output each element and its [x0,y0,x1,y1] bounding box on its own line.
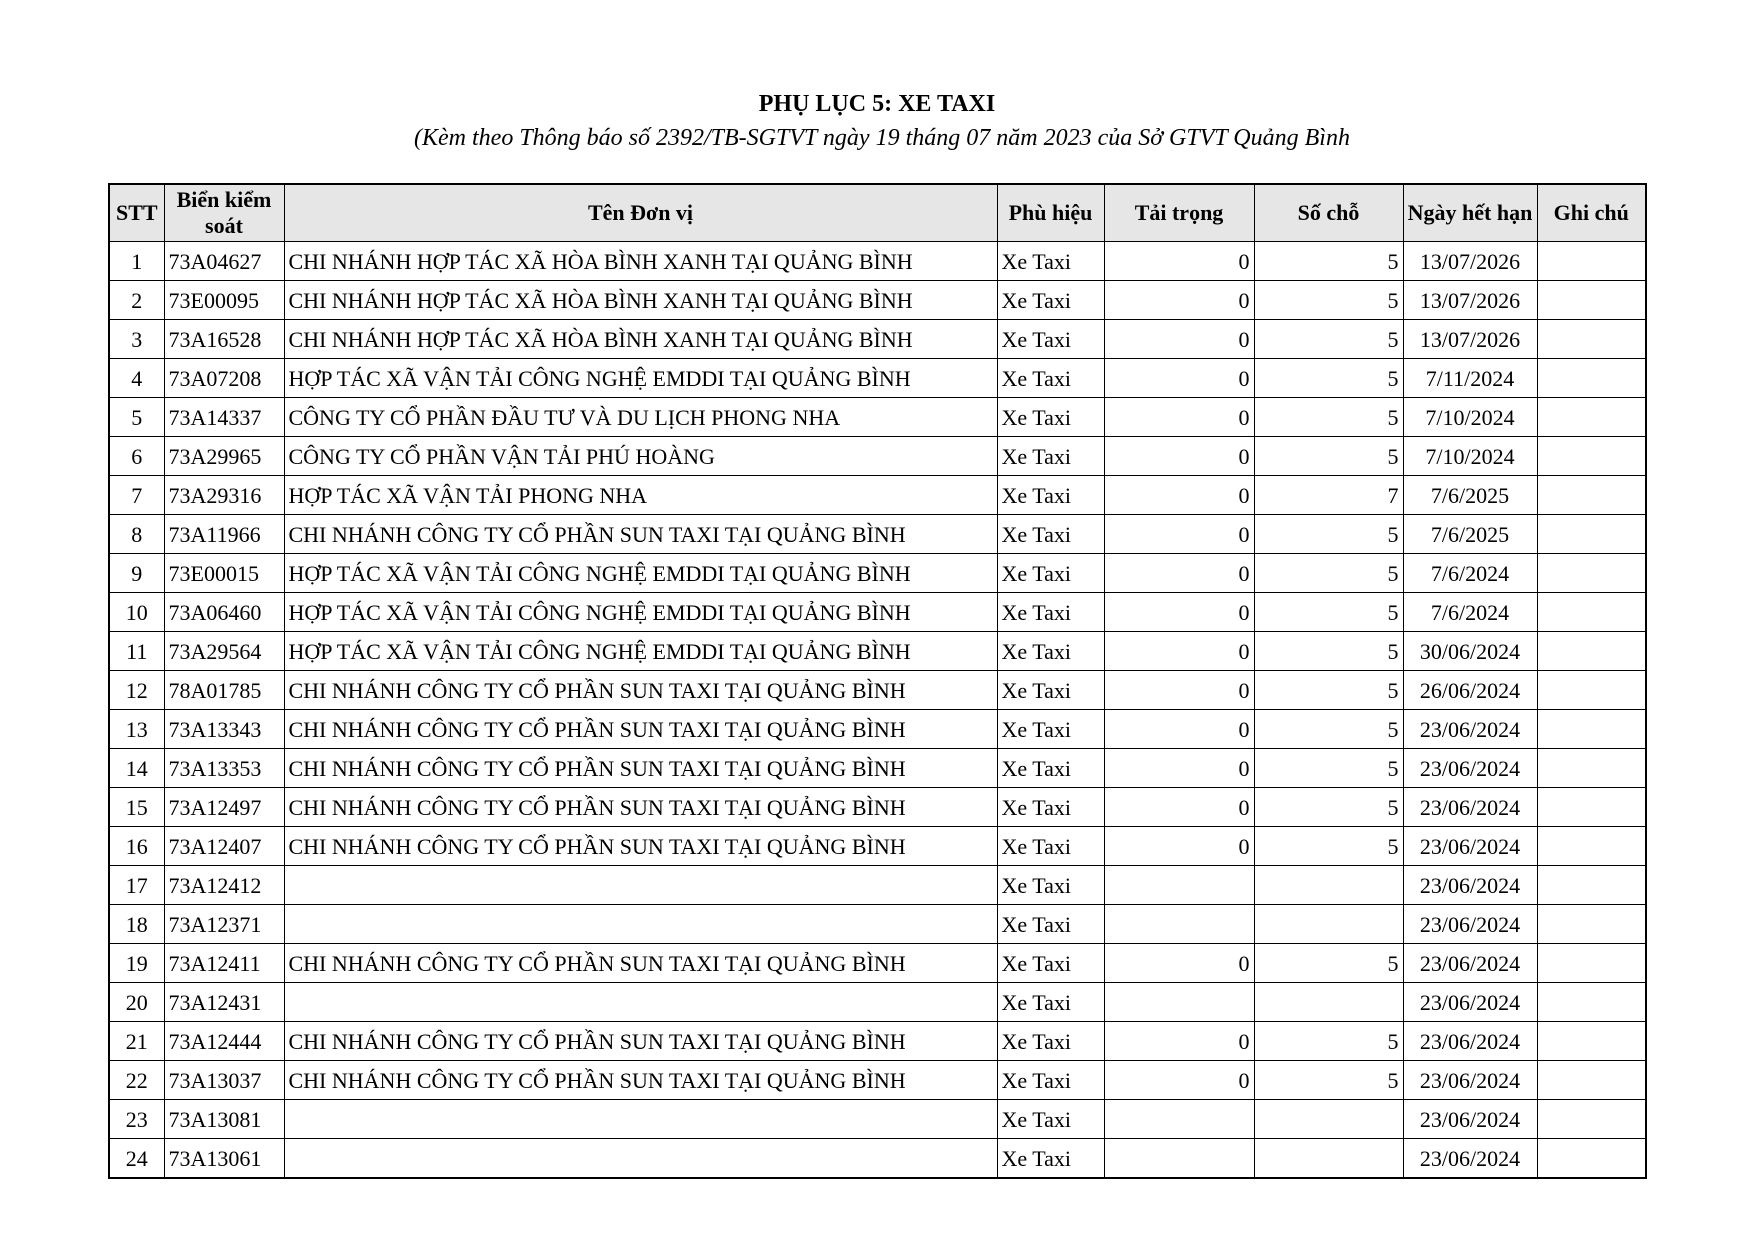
cell-load [1104,1139,1254,1179]
table-row [109,983,1646,1022]
cell-unit: CHI NHÁNH HỢP TÁC XÃ HÒA BÌNH XANH TẠI QUẢNG BÌNH [284,320,997,359]
cell-badge: Xe Taxi [997,1139,1104,1179]
cell-seats: 5 [1254,554,1403,593]
cell-load: 0 [1104,944,1254,983]
cell-seats [1254,905,1403,944]
cell-badge: Xe Taxi [997,671,1104,710]
cell-expiry: 7/6/2024 [1403,554,1537,593]
table-row [109,827,1646,866]
cell-stt: 10 [109,593,164,632]
cell-stt: 9 [109,554,164,593]
cell-unit: CHI NHÁNH CÔNG TY CỔ PHẦN SUN TAXI TẠI QUẢNG BÌNH [284,788,997,827]
cell-stt: 1 [109,242,164,281]
cell-badge: Xe Taxi [997,281,1104,320]
cell-expiry: 23/06/2024 [1403,1100,1537,1139]
cell-badge: Xe Taxi [997,827,1104,866]
table-row [109,476,1646,515]
cell-unit: HỢP TÁC XÃ VẬN TẢI CÔNG NGHỆ EMDDI TẠI QUẢNG BÌNH [284,554,997,593]
table-row [109,1022,1646,1061]
cell-seats [1254,983,1403,1022]
cell-expiry: 7/6/2025 [1403,515,1537,554]
cell-unit [284,905,997,944]
cell-unit: CHI NHÁNH HỢP TÁC XÃ HÒA BÌNH XANH TẠI QUẢNG BÌNH [284,242,997,281]
cell-unit [284,1139,997,1179]
cell-expiry: 7/11/2024 [1403,359,1537,398]
cell-plate: 73A14337 [164,398,284,437]
table-row [109,1139,1646,1179]
cell-expiry: 26/06/2024 [1403,671,1537,710]
cell-unit: HỢP TÁC XÃ VẬN TẢI CÔNG NGHỆ EMDDI TẠI QUẢNG BÌNH [284,359,997,398]
cell-plate: 73A29564 [164,632,284,671]
cell-plate: 73A12412 [164,866,284,905]
cell-load: 0 [1104,632,1254,671]
cell-badge: Xe Taxi [997,320,1104,359]
cell-badge: Xe Taxi [997,437,1104,476]
cell-unit: HỢP TÁC XÃ VẬN TẢI CÔNG NGHỆ EMDDI TẠI QUẢNG BÌNH [284,632,997,671]
cell-note [1537,866,1646,905]
table-row [109,632,1646,671]
cell-badge: Xe Taxi [997,515,1104,554]
cell-seats: 5 [1254,671,1403,710]
cell-load: 0 [1104,1022,1254,1061]
cell-note [1537,593,1646,632]
cell-stt: 15 [109,788,164,827]
cell-stt: 2 [109,281,164,320]
cell-load [1104,905,1254,944]
header-plate: Biển kiểm soát [164,184,284,242]
cell-unit: CHI NHÁNH CÔNG TY CỔ PHẦN SUN TAXI TẠI QUẢNG BÌNH [284,1022,997,1061]
cell-stt: 14 [109,749,164,788]
cell-stt: 4 [109,359,164,398]
cell-stt: 21 [109,1022,164,1061]
cell-stt: 6 [109,437,164,476]
cell-stt: 24 [109,1139,164,1179]
cell-note [1537,632,1646,671]
header-row [109,184,1646,242]
cell-expiry: 23/06/2024 [1403,1061,1537,1100]
cell-badge: Xe Taxi [997,1022,1104,1061]
cell-stt: 19 [109,944,164,983]
cell-seats: 5 [1254,788,1403,827]
cell-badge: Xe Taxi [997,398,1104,437]
cell-seats [1254,1139,1403,1179]
cell-plate: 73E00095 [164,281,284,320]
cell-badge: Xe Taxi [997,710,1104,749]
cell-plate: 73A13343 [164,710,284,749]
cell-seats: 5 [1254,398,1403,437]
cell-note [1537,749,1646,788]
cell-expiry: 23/06/2024 [1403,827,1537,866]
cell-expiry: 30/06/2024 [1403,632,1537,671]
table-row [109,905,1646,944]
table-row [109,749,1646,788]
table-row [109,515,1646,554]
table-row [109,944,1646,983]
cell-load [1104,1100,1254,1139]
cell-load: 0 [1104,242,1254,281]
cell-load: 0 [1104,710,1254,749]
cell-unit: CHI NHÁNH HỢP TÁC XÃ HÒA BÌNH XANH TẠI QUẢNG BÌNH [284,281,997,320]
cell-plate: 73A12411 [164,944,284,983]
cell-unit: HỢP TÁC XÃ VẬN TẢI PHONG NHA [284,476,997,515]
cell-seats: 5 [1254,515,1403,554]
table-row [109,593,1646,632]
cell-plate: 73A16528 [164,320,284,359]
cell-expiry: 23/06/2024 [1403,788,1537,827]
cell-expiry: 13/07/2026 [1403,281,1537,320]
header-load: Tải trọng [1104,184,1254,242]
cell-note [1537,554,1646,593]
cell-note [1537,398,1646,437]
cell-badge: Xe Taxi [997,944,1104,983]
cell-load: 0 [1104,476,1254,515]
cell-plate: 73A12431 [164,983,284,1022]
cell-note [1537,1061,1646,1100]
cell-expiry: 13/07/2026 [1403,320,1537,359]
cell-load: 0 [1104,437,1254,476]
cell-stt: 12 [109,671,164,710]
cell-note [1537,944,1646,983]
cell-badge: Xe Taxi [997,1061,1104,1100]
cell-plate: 73A06460 [164,593,284,632]
cell-load [1104,866,1254,905]
cell-load: 0 [1104,515,1254,554]
cell-stt: 13 [109,710,164,749]
cell-stt: 7 [109,476,164,515]
cell-seats: 5 [1254,593,1403,632]
document-subtitle: (Kèm theo Thông báo số 2392/TB-SGTVT ngày 19 tháng 07 năm 2023 của Sở GTVT Quảng Bình [414,125,1350,151]
cell-expiry: 23/06/2024 [1403,905,1537,944]
cell-note [1537,515,1646,554]
cell-plate: 73A13037 [164,1061,284,1100]
cell-seats: 5 [1254,242,1403,281]
cell-badge: Xe Taxi [997,1100,1104,1139]
cell-note [1537,710,1646,749]
cell-note [1537,1022,1646,1061]
cell-unit: CHI NHÁNH CÔNG TY CỔ PHẦN SUN TAXI TẠI QUẢNG BÌNH [284,1061,997,1100]
table-body [109,242,1646,1179]
table-row [109,320,1646,359]
cell-unit: CHI NHÁNH CÔNG TY CỔ PHẦN SUN TAXI TẠI QUẢNG BÌNH [284,944,997,983]
cell-badge: Xe Taxi [997,476,1104,515]
cell-plate: 73A07208 [164,359,284,398]
table-row [109,359,1646,398]
cell-plate: 73A29965 [164,437,284,476]
cell-plate: 73A12371 [164,905,284,944]
taxi-table [108,183,1647,1179]
cell-seats: 5 [1254,710,1403,749]
cell-stt: 16 [109,827,164,866]
cell-load: 0 [1104,320,1254,359]
cell-unit [284,983,997,1022]
table-row [109,437,1646,476]
cell-seats [1254,1100,1403,1139]
cell-badge: Xe Taxi [997,593,1104,632]
cell-badge: Xe Taxi [997,983,1104,1022]
cell-seats: 5 [1254,749,1403,788]
table-row [109,281,1646,320]
cell-stt: 22 [109,1061,164,1100]
table-row [109,242,1646,281]
cell-stt: 8 [109,515,164,554]
cell-plate: 73A29316 [164,476,284,515]
table-row [109,554,1646,593]
cell-seats: 5 [1254,281,1403,320]
cell-expiry: 23/06/2024 [1403,944,1537,983]
cell-unit [284,1100,997,1139]
cell-note [1537,281,1646,320]
document-title: PHỤ LỤC 5: XE TAXI [758,91,996,117]
cell-note [1537,359,1646,398]
cell-badge: Xe Taxi [997,788,1104,827]
cell-expiry: 7/6/2024 [1403,593,1537,632]
cell-unit: HỢP TÁC XÃ VẬN TẢI CÔNG NGHỆ EMDDI TẠI QUẢNG BÌNH [284,593,997,632]
cell-seats: 5 [1254,437,1403,476]
cell-expiry: 23/06/2024 [1403,1022,1537,1061]
cell-note [1537,983,1646,1022]
cell-expiry: 23/06/2024 [1403,710,1537,749]
cell-plate: 73A12407 [164,827,284,866]
cell-note [1537,320,1646,359]
header-seats: Số chỗ [1254,184,1403,242]
header-badge: Phù hiệu [997,184,1104,242]
cell-seats: 5 [1254,1022,1403,1061]
cell-stt: 18 [109,905,164,944]
cell-unit [284,866,997,905]
cell-unit: CHI NHÁNH CÔNG TY CỔ PHẦN SUN TAXI TẠI QUẢNG BÌNH [284,671,997,710]
table-row [109,1100,1646,1139]
cell-badge: Xe Taxi [997,242,1104,281]
cell-load: 0 [1104,554,1254,593]
header-note: Ghi chú [1537,184,1646,242]
cell-seats: 5 [1254,632,1403,671]
cell-seats: 5 [1254,827,1403,866]
cell-load: 0 [1104,593,1254,632]
cell-expiry: 23/06/2024 [1403,1139,1537,1179]
cell-unit: CHI NHÁNH CÔNG TY CỔ PHẦN SUN TAXI TẠI QUẢNG BÌNH [284,515,997,554]
cell-expiry: 7/6/2025 [1403,476,1537,515]
cell-seats: 7 [1254,476,1403,515]
cell-expiry: 23/06/2024 [1403,866,1537,905]
cell-stt: 23 [109,1100,164,1139]
cell-badge: Xe Taxi [997,554,1104,593]
cell-load: 0 [1104,827,1254,866]
cell-load: 0 [1104,671,1254,710]
cell-badge: Xe Taxi [997,359,1104,398]
cell-note [1537,1100,1646,1139]
cell-load [1104,983,1254,1022]
table-row [109,398,1646,437]
cell-load: 0 [1104,359,1254,398]
cell-seats [1254,866,1403,905]
cell-unit: CÔNG TY CỔ PHẦN ĐẦU TƯ VÀ DU LỊCH PHONG NHA [284,398,997,437]
cell-badge: Xe Taxi [997,632,1104,671]
cell-note [1537,788,1646,827]
cell-unit: CHI NHÁNH CÔNG TY CỔ PHẦN SUN TAXI TẠI QUẢNG BÌNH [284,749,997,788]
cell-expiry: 7/10/2024 [1403,398,1537,437]
cell-stt: 11 [109,632,164,671]
header-stt: STT [109,184,164,242]
cell-stt: 3 [109,320,164,359]
cell-stt: 20 [109,983,164,1022]
cell-note [1537,437,1646,476]
cell-plate: 73A12497 [164,788,284,827]
cell-plate: 73E00015 [164,554,284,593]
table-row [109,788,1646,827]
cell-seats: 5 [1254,1061,1403,1100]
cell-seats: 5 [1254,944,1403,983]
cell-note [1537,827,1646,866]
cell-expiry: 23/06/2024 [1403,749,1537,788]
cell-plate: 73A11966 [164,515,284,554]
cell-plate: 73A13061 [164,1139,284,1179]
header-expiry: Ngày hết hạn [1403,184,1537,242]
cell-seats: 5 [1254,359,1403,398]
cell-load: 0 [1104,749,1254,788]
table-row [109,1061,1646,1100]
cell-stt: 17 [109,866,164,905]
cell-note [1537,671,1646,710]
cell-load: 0 [1104,788,1254,827]
cell-unit: CHI NHÁNH CÔNG TY CỔ PHẦN SUN TAXI TẠI QUẢNG BÌNH [284,710,997,749]
cell-badge: Xe Taxi [997,749,1104,788]
cell-plate: 73A13353 [164,749,284,788]
table-row [109,866,1646,905]
cell-load: 0 [1104,281,1254,320]
cell-note [1537,905,1646,944]
cell-plate: 73A12444 [164,1022,284,1061]
cell-note [1537,242,1646,281]
cell-expiry: 13/07/2026 [1403,242,1537,281]
cell-stt: 5 [109,398,164,437]
table-row [109,671,1646,710]
cell-badge: Xe Taxi [997,905,1104,944]
cell-load: 0 [1104,1061,1254,1100]
cell-badge: Xe Taxi [997,866,1104,905]
table-row [109,710,1646,749]
cell-plate: 73A04627 [164,242,284,281]
cell-plate: 78A01785 [164,671,284,710]
cell-unit: CHI NHÁNH CÔNG TY CỔ PHẦN SUN TAXI TẠI QUẢNG BÌNH [284,827,997,866]
cell-expiry: 7/10/2024 [1403,437,1537,476]
cell-expiry: 23/06/2024 [1403,983,1537,1022]
header-unit: Tên Đơn vị [284,184,997,242]
cell-note [1537,476,1646,515]
cell-plate: 73A13081 [164,1100,284,1139]
cell-load: 0 [1104,398,1254,437]
cell-note [1537,1139,1646,1179]
cell-unit: CÔNG TY CỔ PHẦN VẬN TẢI PHÚ HOÀNG [284,437,997,476]
cell-seats: 5 [1254,320,1403,359]
